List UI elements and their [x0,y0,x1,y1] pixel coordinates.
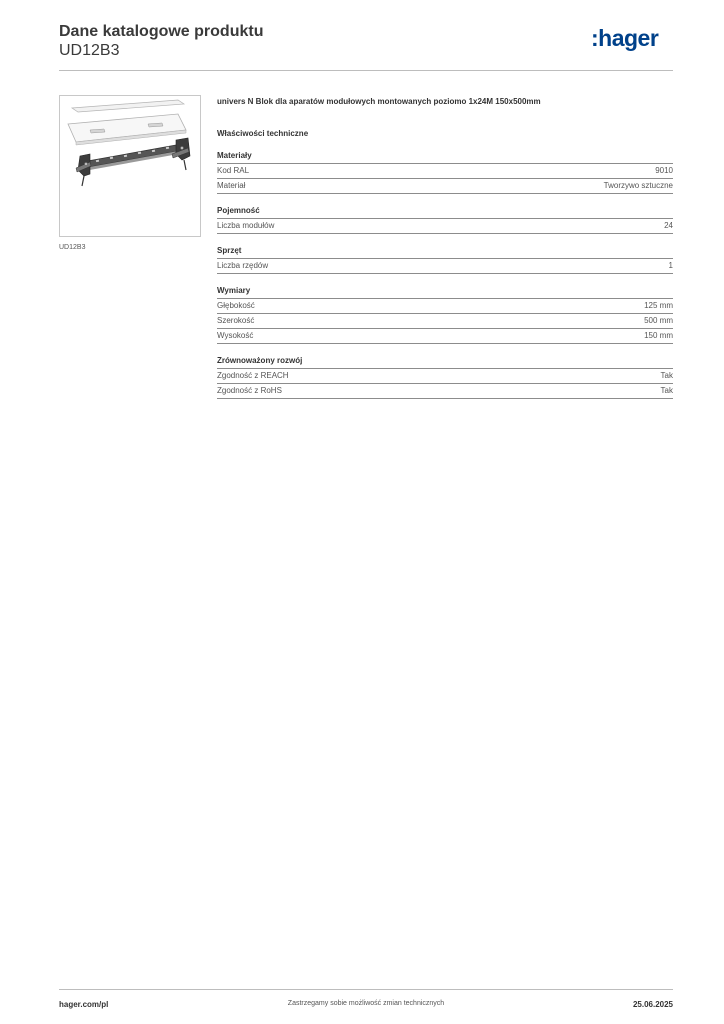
spec-value: 150 mm [644,331,673,340]
spec-row [217,259,673,274]
spec-group-sustainability [217,355,673,399]
spec-value: Tak [660,386,673,395]
product-details [217,96,673,410]
spec-group-title: Zrównoważony rozwój [217,355,673,369]
spec-row [217,219,673,234]
spec-row [217,314,673,329]
spec-row [217,369,673,384]
disclaimer-text: Zastrzegamy sobie możliwość zmian technicznych [287,1000,445,1007]
spec-group-title: Pojemność [217,205,673,219]
spec-value: Tak [660,371,673,380]
image-caption: UD12B3 [59,244,86,251]
spec-value: 9010 [655,166,673,175]
technical-properties-heading: Właściwości techniczne [217,129,309,138]
spec-label: Materiał [217,181,246,190]
spec-label: Liczba rzędów [217,261,269,270]
product-title: univers N Blok dla aparatów modułowych montowanych poziomo 1x24M 150x500mm [217,97,541,106]
spec-label: Zgodność z RoHS [217,386,282,395]
spec-group-materials [217,150,673,194]
spec-value: Tworzywo sztuczne [603,181,673,190]
website-link[interactable]: hager.com/pl [59,1000,109,1009]
spec-label: Głębokość [217,301,255,310]
spec-group-capacity [217,205,673,234]
hager-logo [591,26,673,52]
document-title: Dane katalogowe produktu [59,23,264,40]
spec-group-dimensions [217,285,673,344]
spec-value: 24 [664,221,673,230]
spec-value: 1 [668,261,673,270]
document-date: 25.06.2025 [632,1000,673,1009]
spec-label: Zgodność z REACH [217,371,289,380]
page-header [59,22,673,71]
spec-row [217,179,673,194]
spec-label: Wysokość [217,331,254,340]
spec-group-title: Sprzęt [217,245,673,259]
product-illustration [60,96,200,236]
spec-row [217,384,673,399]
spec-group-title: Materiały [217,150,673,164]
spec-label: Liczba modułów [217,221,275,230]
spec-value: 500 mm [644,316,673,325]
spec-group-hardware [217,245,673,274]
product-image [59,95,201,237]
spec-row [217,329,673,344]
spec-row [217,299,673,314]
spec-row [217,164,673,179]
spec-group-title: Wymiary [217,285,673,299]
spec-value: 125 mm [644,301,673,310]
page-footer [59,989,673,1010]
spec-label: Szerokość [217,316,255,325]
svg-text::hager: :hager [591,26,659,51]
spec-label: Kod RAL [217,166,250,175]
product-code: UD12B3 [59,42,120,59]
